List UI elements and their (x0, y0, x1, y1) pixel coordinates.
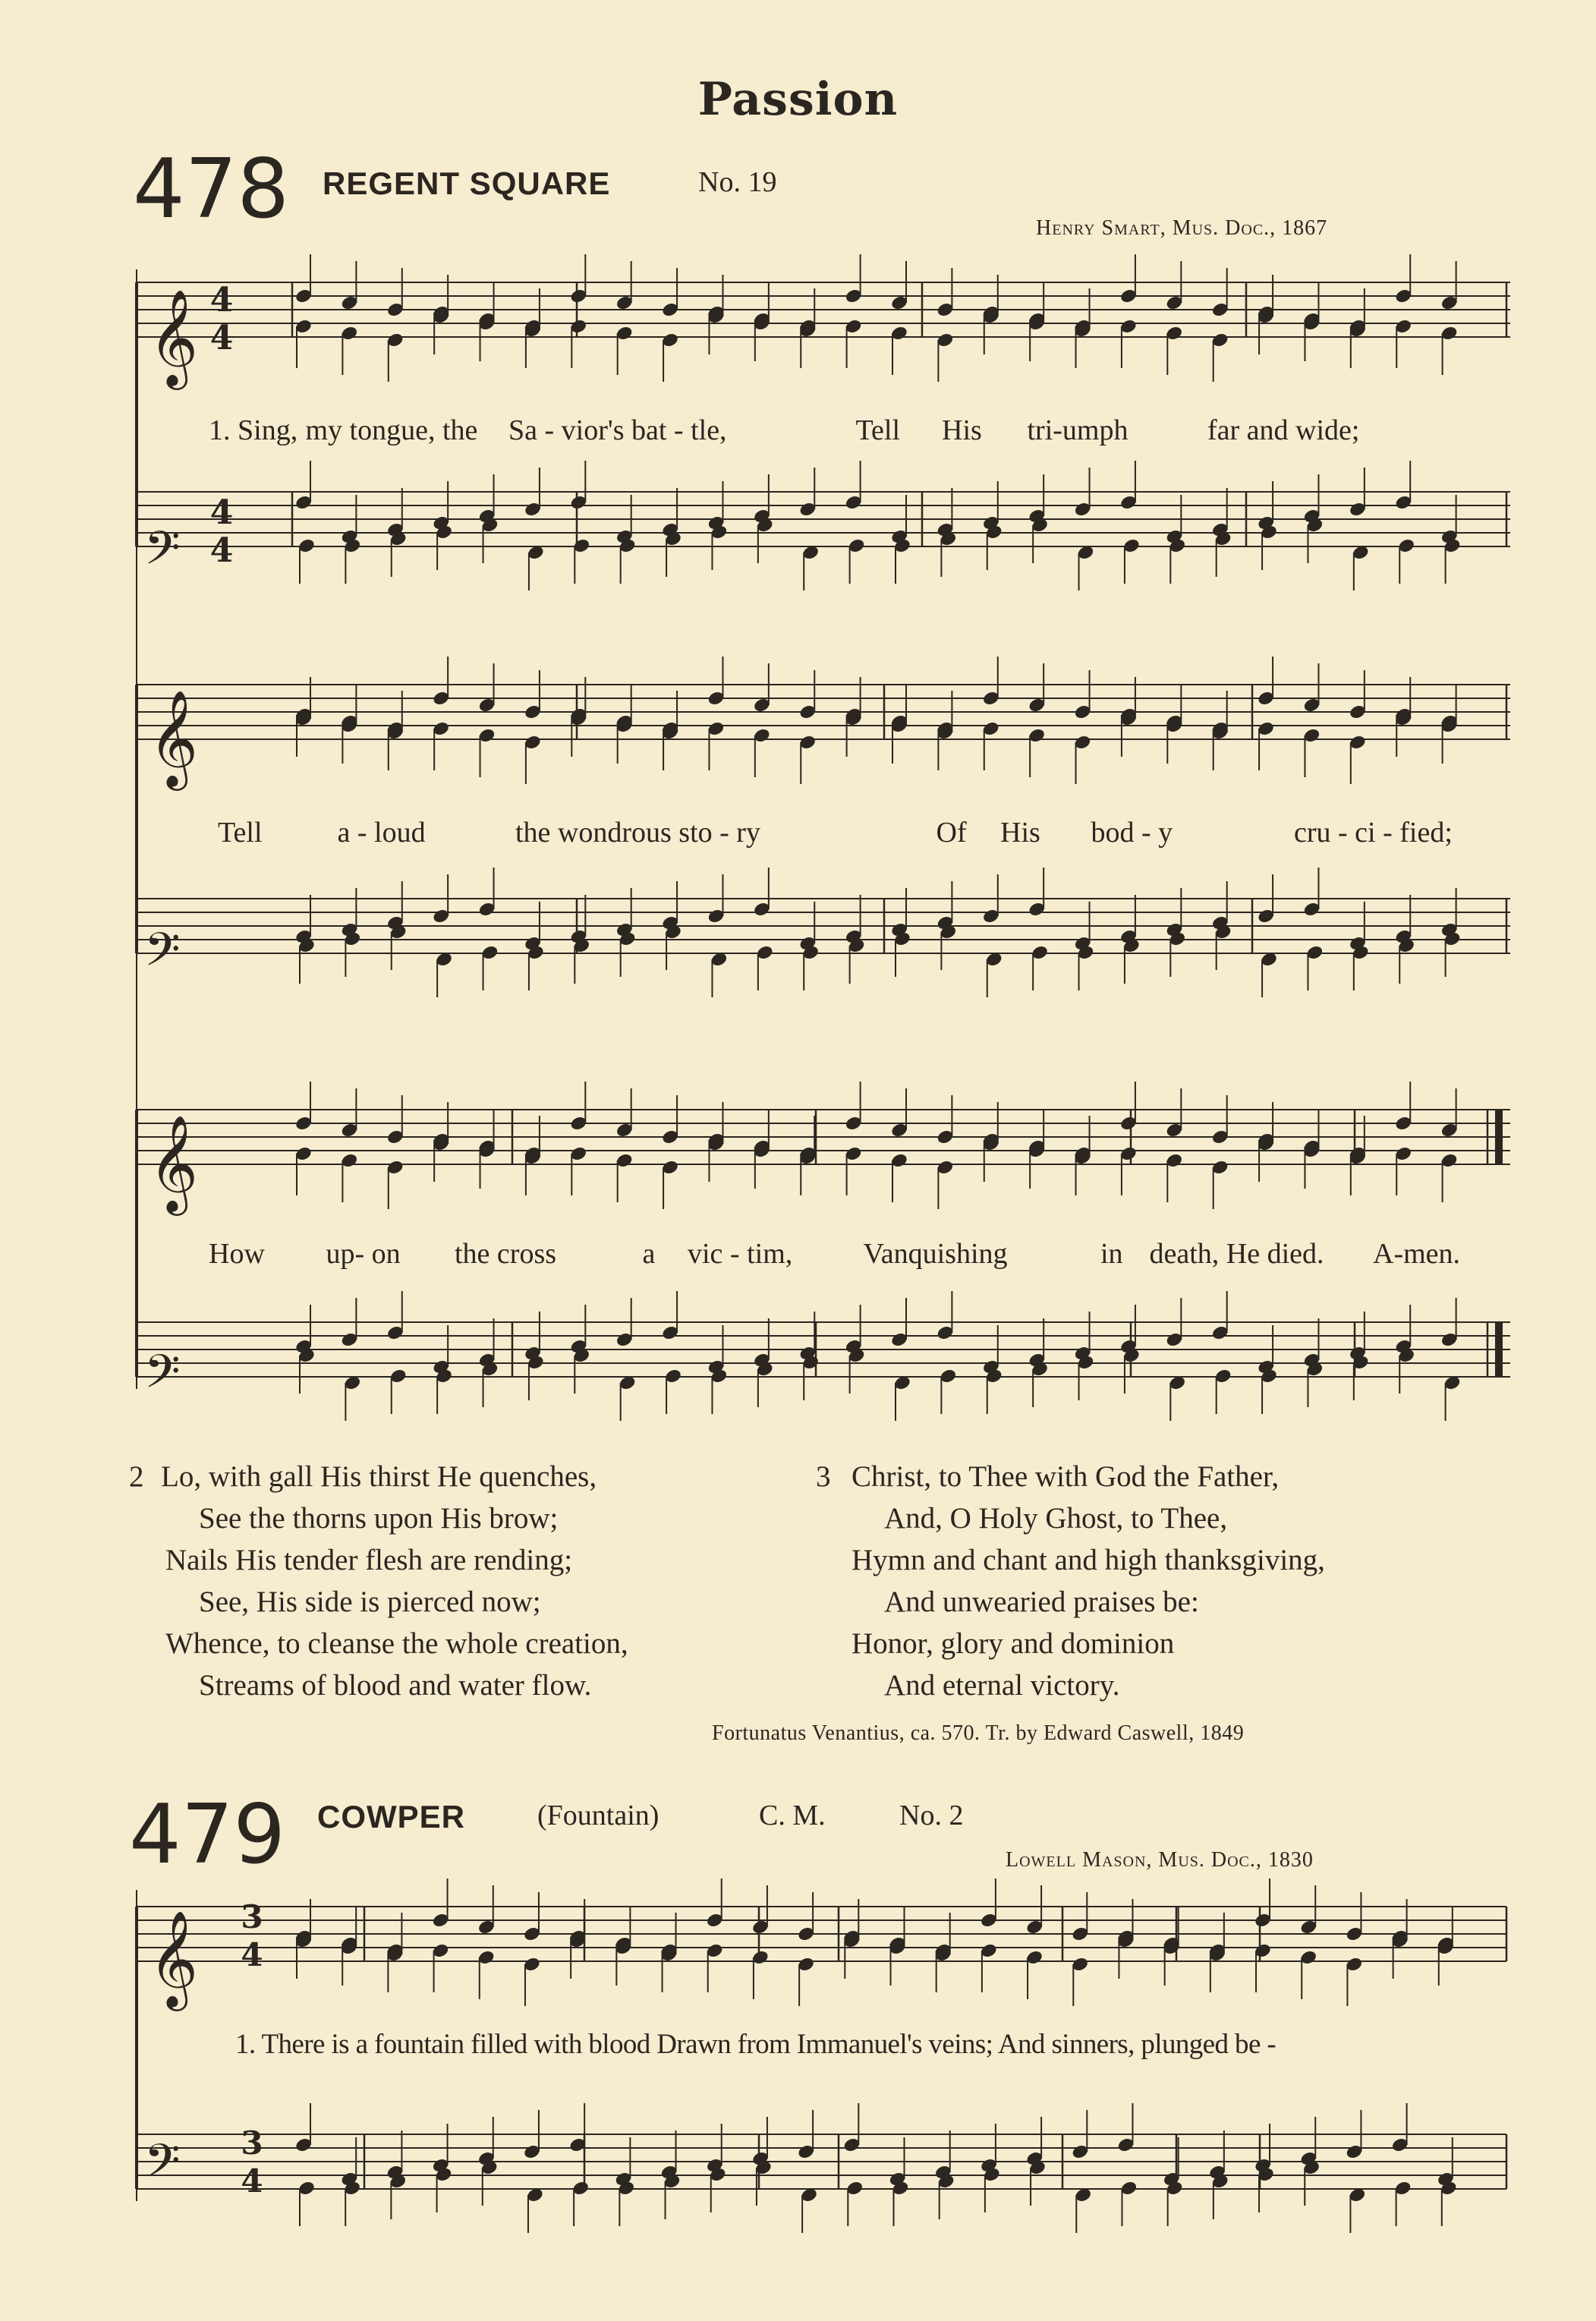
time-signature-top: 4 (209, 493, 234, 532)
treble-clef: 𝄞 (149, 288, 199, 386)
verse-2-line: See the thorns upon His brow; (199, 1502, 559, 1535)
treble-clef: 𝄞 (149, 1114, 199, 1211)
bass-clef: 𝄢 (144, 1345, 181, 1410)
lyric-word: up- on (326, 1238, 401, 1270)
treble-clef: 𝄞 (149, 689, 199, 786)
tune-reference: No. 2 (899, 1800, 964, 1831)
verse-2-line: Whence, to cleanse the whole creation, (165, 1627, 628, 1660)
time-signature-bottom: 4 (209, 531, 234, 570)
lyric-word: Of (936, 817, 967, 849)
time-signature-top: 3 (241, 2124, 263, 2162)
lyric-text: 1. There is a fountain filled with blood Drawn from Immanuel's veins; And sinners, plunged be - (235, 2029, 1276, 2060)
tune-name: REGENT SQUARE (323, 165, 611, 201)
music-staves (137, 254, 1510, 2233)
treble-clef: 𝄞 (149, 1910, 199, 2007)
verse-3-line: And eternal victory. (884, 1669, 1120, 1702)
final-barline (1495, 1110, 1503, 1164)
time-signature-top: 3 (241, 1898, 263, 1935)
lyric-word: bod - y (1091, 817, 1173, 849)
verse-3-line: Honor, glory and dominion (852, 1627, 1175, 1660)
verse-2-line: Streams of blood and water flow. (199, 1669, 592, 1702)
lyric-word: His (1000, 817, 1040, 849)
lyric-word: tri-umph (1027, 414, 1129, 446)
verse-2-number: 2 (129, 1460, 144, 1493)
verse-2-line: Lo, with gall His thirst He quenches, (161, 1460, 597, 1493)
hymn-number: 478 (133, 142, 290, 237)
verse-3-line: And unwearied praises be: (884, 1586, 1199, 1618)
composer-credit: Lowell Mason, Mus. Doc., 1830 (1006, 1848, 1314, 1872)
lyric-word: the cross (455, 1238, 557, 1270)
verse-2-line: See, His side is pierced now; (199, 1586, 541, 1618)
lyric-word: 1. Sing, (209, 414, 298, 446)
lyric-word: a - loud (337, 817, 426, 849)
lyric-word: a (642, 1238, 656, 1270)
time-signature-bottom: 4 (241, 2162, 263, 2200)
composer-credit: Henry Smart, Mus. Doc., 1867 (1036, 216, 1328, 240)
lyric-word: death, He died. (1149, 1238, 1324, 1270)
tune-alternate-name: (Fountain) (537, 1800, 659, 1831)
time-signature-top: 4 (209, 281, 234, 320)
lyric-word: Tell (218, 817, 263, 849)
lyric-word: vic - tim, (688, 1238, 793, 1270)
lyric-word: cru - ci - fied; (1294, 817, 1453, 849)
meter: C. M. (759, 1800, 826, 1831)
bass-clef: 𝄢 (144, 521, 181, 587)
section-title: Passion (697, 73, 899, 126)
time-signature-bottom: 4 (241, 1936, 263, 1973)
bass-clef: 𝄢 (144, 2134, 181, 2200)
tune-reference: No. 19 (698, 166, 777, 198)
lyric-word: Vanquishing (863, 1238, 1008, 1270)
verse-2-line: Nails His tender flesh are rending; (165, 1544, 573, 1576)
verse-3-line: And, O Holy Ghost, to Thee, (884, 1502, 1228, 1535)
time-signature-bottom: 4 (209, 319, 234, 357)
lyric-word: A-men. (1373, 1238, 1461, 1270)
lyric-word: far and wide; (1207, 414, 1360, 446)
lyric-word: Sa - vior's bat - tle, (508, 414, 727, 446)
lyric-word: How (209, 1238, 265, 1270)
text-attribution: Fortunatus Venantius, ca. 570. Tr. by Edward Caswell, 1849 (712, 1721, 1245, 1745)
final-barline (1495, 1322, 1503, 1377)
lyric-word: in (1100, 1238, 1123, 1270)
lyric-word: His (942, 414, 982, 446)
verse-3-line: Hymn and chant and high thanksgiving, (852, 1544, 1325, 1576)
verse-3-number: 3 (816, 1460, 831, 1493)
bass-clef: 𝄢 (144, 923, 181, 988)
hymn-number: 479 (129, 1787, 286, 1882)
verse-3-line: Christ, to Thee with God the Father, (852, 1460, 1280, 1493)
lyric-word: the wondrous sto - ry (515, 817, 760, 849)
tune-name: COWPER (317, 1799, 465, 1834)
lyric-word: Tell (855, 414, 901, 446)
lyric-word: my tongue, the (305, 414, 478, 446)
